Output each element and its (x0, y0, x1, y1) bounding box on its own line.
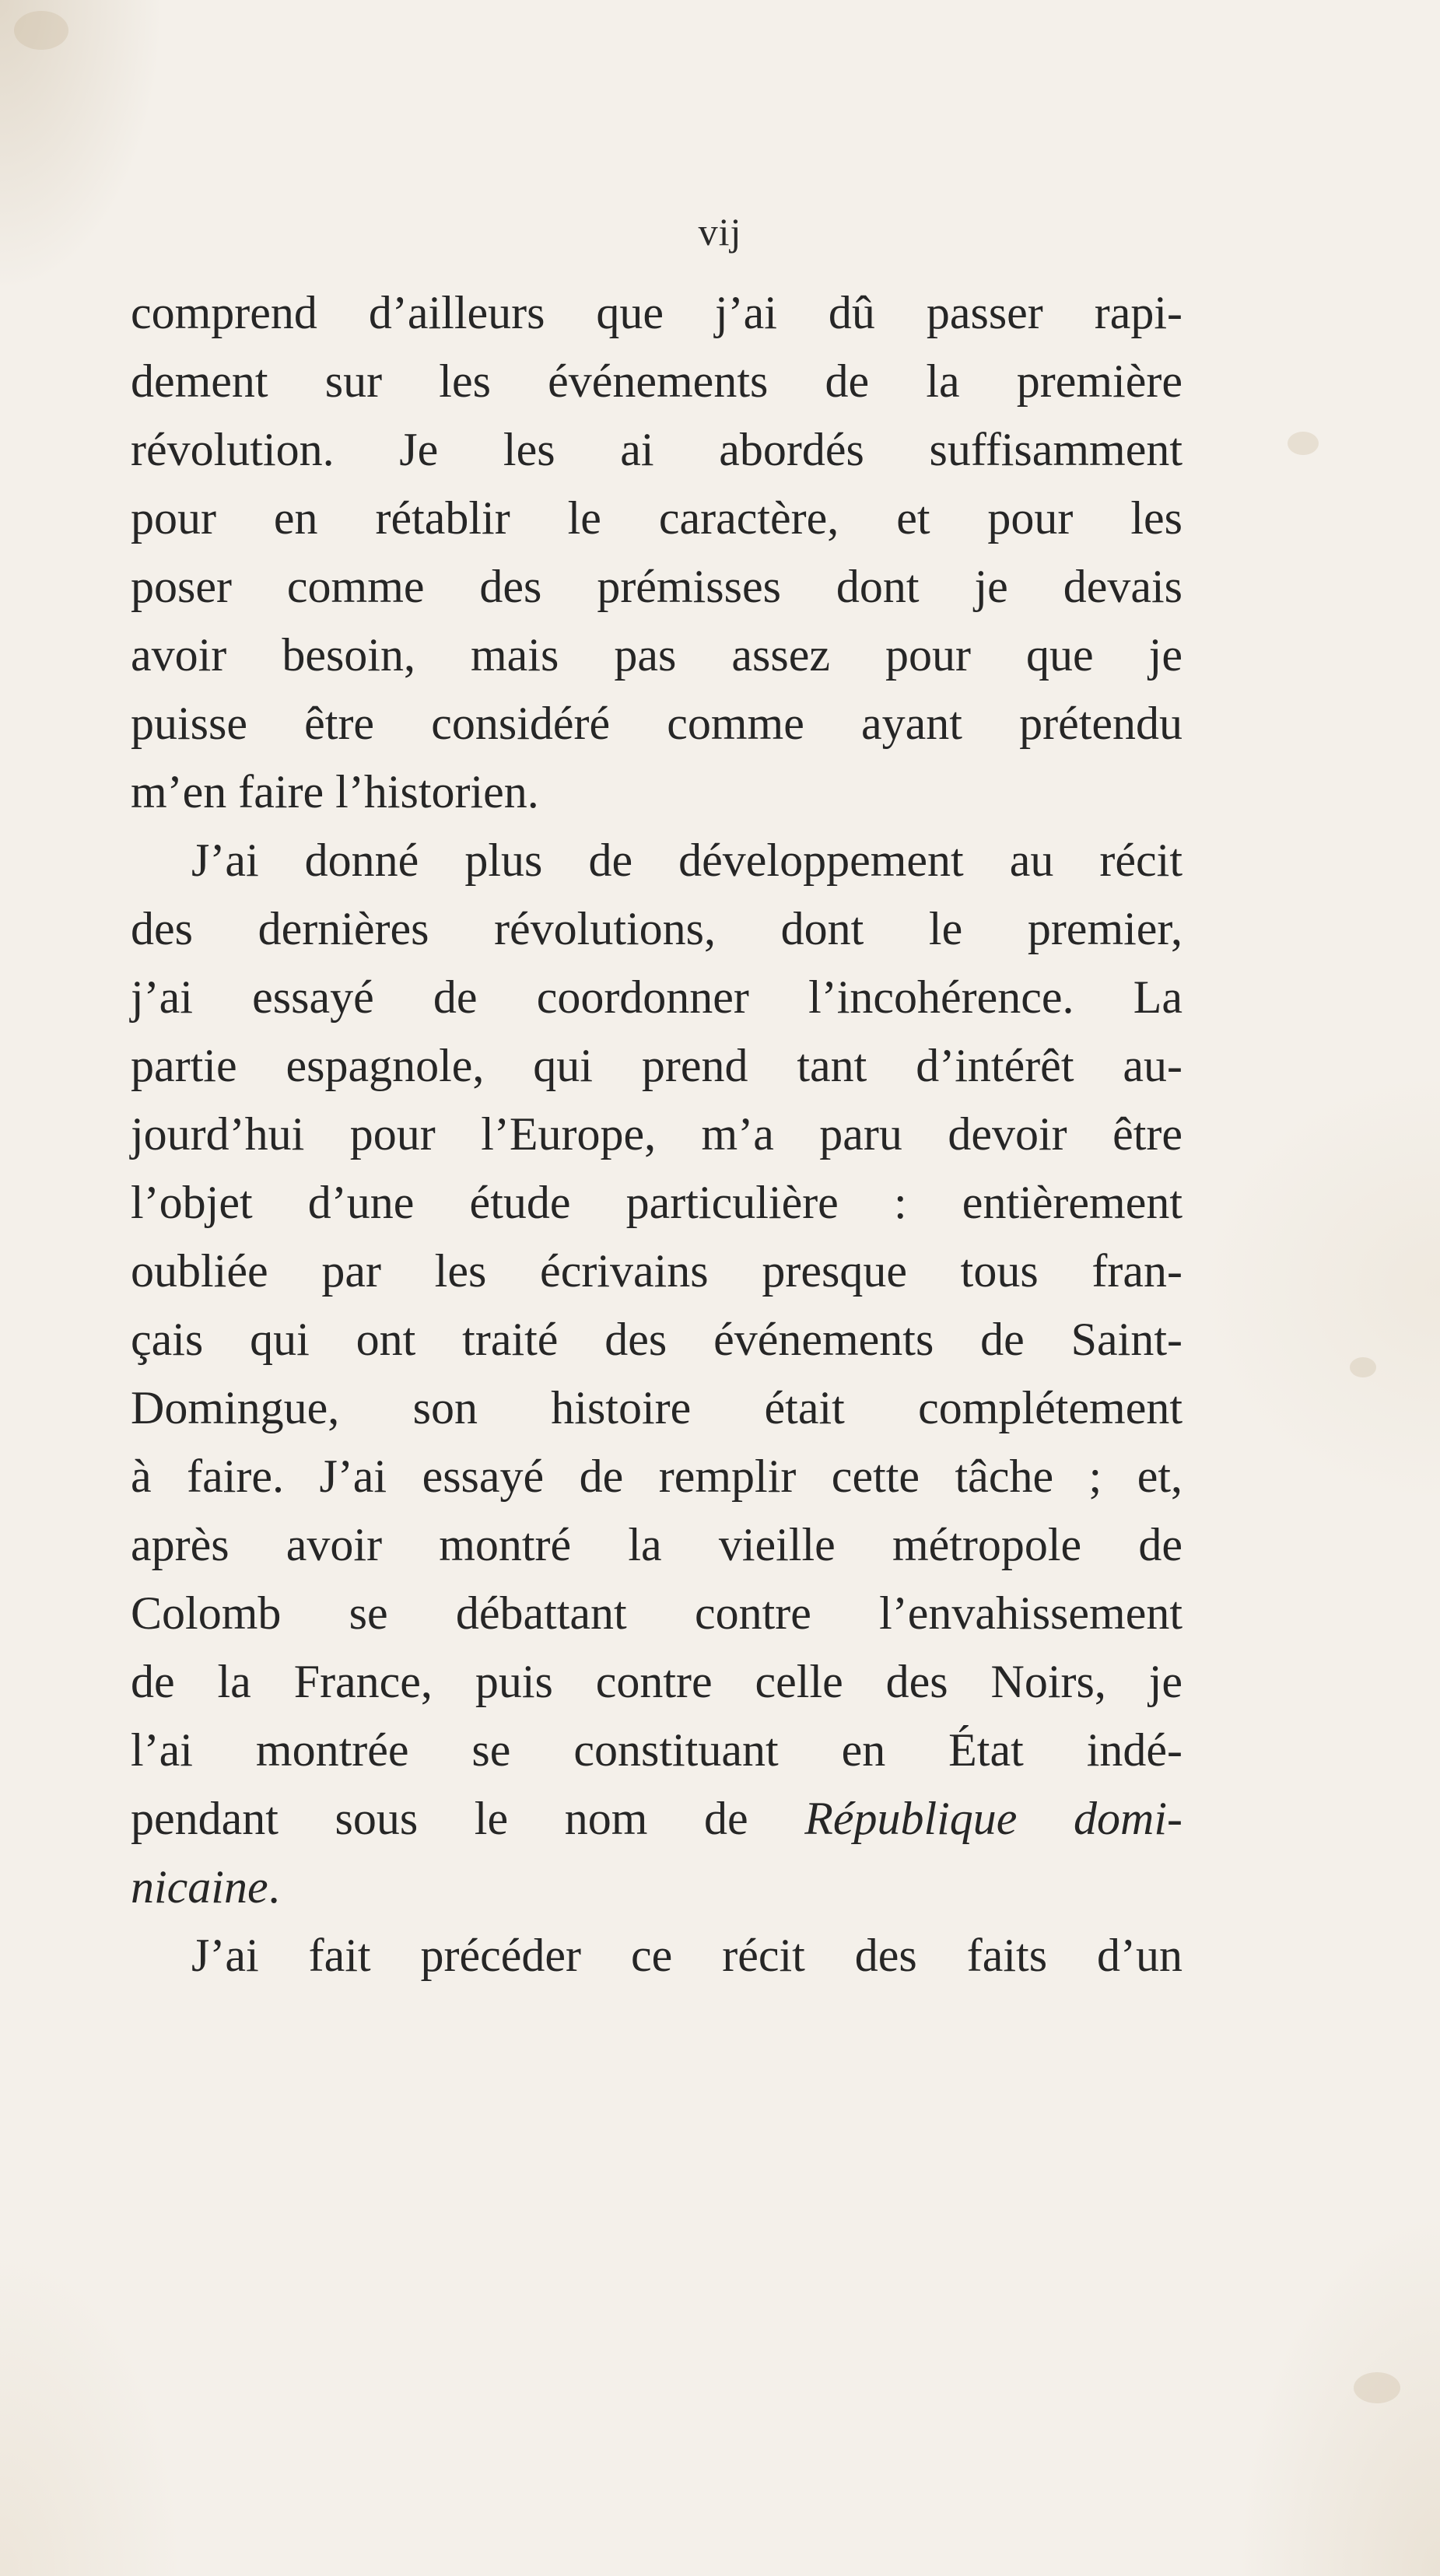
paper-stain (1354, 2372, 1400, 2403)
text-line (131, 1853, 1182, 1921)
text-line: l’objet d’une étude particulière : entièrement (131, 1177, 1182, 1228)
text-line (131, 1784, 1182, 1853)
text-line: oubliée par les écrivains presque tous fran- (131, 1245, 1182, 1297)
text-line: J’ai fait précéder ce récit des faits d’un (191, 1930, 1182, 1981)
text-line: dement sur les événements de la première (131, 355, 1182, 407)
text-line: comprend d’ailleurs que j’ai dû passer rapi- (131, 287, 1182, 338)
text-line: poser comme des prémisses dont je devais (131, 561, 1182, 612)
page-number: vij (698, 210, 742, 254)
text-line: Colomb se débattant contre l’envahissement (131, 1587, 1182, 1639)
text-line: l’ai montrée se constituant en État indé- (131, 1724, 1182, 1776)
text-line: révolution. Je les ai abordés suffisamment (131, 424, 1182, 475)
text-line: partie espagnole, qui prend tant d’intérêt au- (131, 1040, 1182, 1091)
text-line: j’ai essayé de coordonner l’incohérence. La (131, 971, 1182, 1023)
text-line: de la France, puis contre celle des Noirs, je (131, 1656, 1182, 1707)
text-line: des dernières révolutions, dont le premier, (131, 903, 1182, 954)
paper-stain (14, 11, 68, 50)
paper-stain (1350, 1357, 1376, 1377)
text-run: pendant sous le nom de (131, 1793, 805, 1844)
italic-text: nicaine (131, 1861, 268, 1913)
text-line: après avoir montré la vieille métropole de (131, 1519, 1182, 1570)
text-line: jourd’hui pour l’Europe, m’a paru devoir être (131, 1108, 1182, 1160)
text-line: puisse être considéré comme ayant prétendu (131, 698, 1182, 749)
text-run: . (268, 1861, 280, 1913)
text-line: m’en faire l’historien. (131, 766, 539, 817)
italic-text: République domi- (804, 1793, 1183, 1844)
text-line: J’ai donné plus de développement au récit (191, 835, 1182, 886)
text-line: pour en rétablir le caractère, et pour les (131, 492, 1182, 544)
paper-stain (1288, 432, 1319, 455)
text-line: à faire. J’ai essayé de remplir cette tâche ; et, (131, 1451, 1182, 1502)
body-text (131, 278, 1182, 1990)
text-line: avoir besoin, mais pas assez pour que je (131, 629, 1182, 681)
text-line: çais qui ont traité des événements de Saint- (131, 1314, 1182, 1365)
text-line: Domingue, son histoire était complétement (131, 1382, 1182, 1433)
